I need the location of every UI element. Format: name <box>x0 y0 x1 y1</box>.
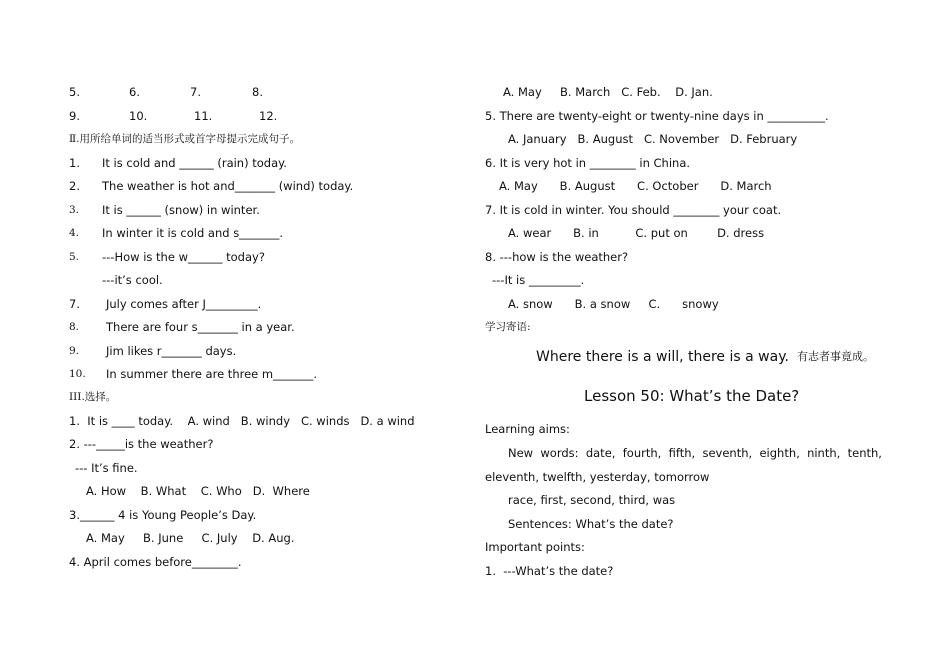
grid-num: 8. <box>252 85 263 99</box>
item-number: 7. <box>69 297 80 311</box>
motto-label: 学习寄语: <box>485 321 531 333</box>
choice-options: A. May B. March C. Feb. D. Jan. <box>503 85 713 99</box>
new-words-line: race, first, second, third, was <box>508 493 676 507</box>
new-words-line: New words: date, fourth, fifth, seventh, eighth, ninth, tenth, <box>508 446 882 460</box>
item-number: 4. <box>69 227 80 239</box>
grid-num: 12. <box>259 109 278 123</box>
fill-in-item: It is cold and ______ (rain) today. <box>102 156 287 170</box>
item-number: 1. <box>69 156 80 170</box>
fill-in-item: Jim likes r_______ days. <box>106 344 237 358</box>
choice-question: 3.______ 4 is Young People’s Day. <box>69 508 257 522</box>
important-point: 1. ---What’s the date? <box>485 564 614 578</box>
choice-dialogue: --- It’s fine. <box>75 461 138 475</box>
choice-options: A. snow B. a snow C. snowy <box>508 297 719 311</box>
choice-dialogue: ---It is _________. <box>492 273 585 287</box>
choice-question: 2. ---_____is the weather? <box>69 437 214 451</box>
choice-question: 4. April comes before________. <box>69 555 242 569</box>
fill-in-item: ---How is the w______ today? <box>102 250 265 264</box>
grid-num: 5. <box>69 85 80 99</box>
choice-options: A. May B. June C. July D. Aug. <box>86 531 295 545</box>
choice-question: 8. ---how is the weather? <box>485 250 629 264</box>
choice-question: 7. It is cold in winter. You should ________ your coat. <box>485 203 782 217</box>
grid-num: 7. <box>190 85 201 99</box>
item-number: 3. <box>69 204 80 216</box>
choice-question: 1. It is ____ today. A. wind B. windy C. winds D. a wind <box>69 414 415 428</box>
new-words-line: eleventh, twelfth, yesterday, tomorrow <box>485 470 710 484</box>
fill-in-item-continuation: ---it’s cool. <box>102 273 163 287</box>
choice-options: A. January B. August C. November D. February <box>508 132 798 146</box>
fill-in-item: In winter it is cold and s_______. <box>102 226 284 240</box>
section-heading-fill-in: Ⅱ.用所给单词的适当形式或首字母提示完成句子。 <box>69 133 300 145</box>
choice-question: 5. There are twenty-eight or twenty-nine days in __________. <box>485 109 829 123</box>
grid-num: 6. <box>129 85 140 99</box>
fill-in-item: It is ______ (snow) in winter. <box>102 203 260 217</box>
choice-options: A. May B. August C. October D. March <box>499 179 772 193</box>
item-number: 10. <box>69 368 86 380</box>
learning-aims-label: Learning aims: <box>485 422 570 436</box>
fill-in-item: The weather is hot and_______ (wind) today. <box>102 179 354 193</box>
fill-in-item: There are four s_______ in a year. <box>106 320 295 334</box>
fill-in-item: In summer there are three m_______. <box>106 367 317 381</box>
item-number: 2. <box>69 179 80 193</box>
choice-options: A. wear B. in C. put on D. dress <box>508 226 765 240</box>
choice-question: 6. It is very hot in ________ in China. <box>485 156 691 170</box>
section-heading-choice: III.选择。 <box>69 391 117 403</box>
fill-in-item: July comes after J_________. <box>106 297 262 311</box>
sentences-line: Sentences: What’s the date? <box>508 517 674 531</box>
choice-options: A. How B. What C. Who D. Where <box>86 484 310 498</box>
item-number: 9. <box>69 345 80 357</box>
grid-num: 10. <box>129 109 148 123</box>
important-points-label: Important points: <box>485 540 585 554</box>
grid-num: 11. <box>194 109 213 123</box>
lesson-title: Lesson 50: What’s the Date? <box>584 387 800 405</box>
item-number: 5. <box>69 251 80 263</box>
item-number: 8. <box>69 321 80 333</box>
grid-num: 9. <box>69 109 80 123</box>
motto-chinese: 有志者事竟成。 <box>797 350 874 363</box>
motto-english: Where there is a will, there is a way. <box>536 349 789 365</box>
